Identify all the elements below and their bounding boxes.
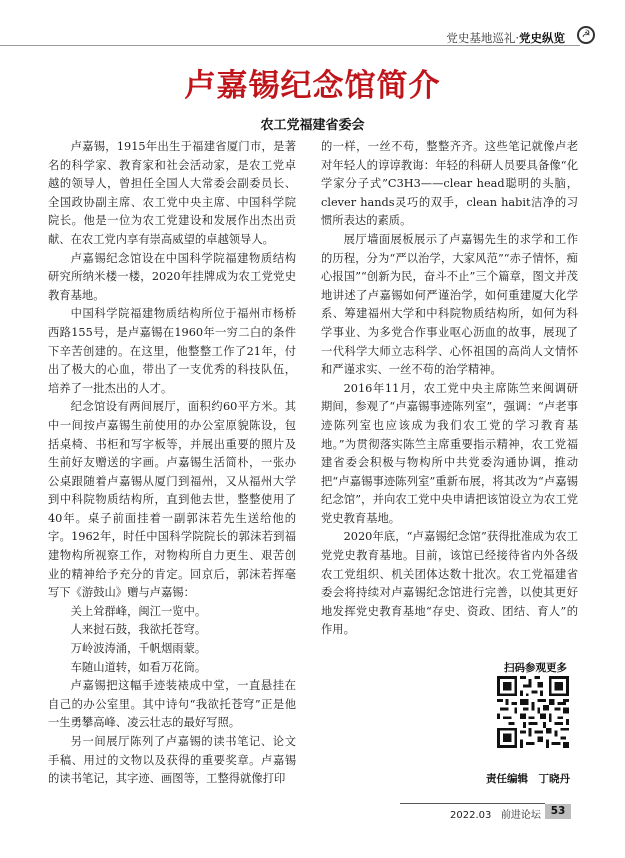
paragraph: 纪念馆设有两间展厅，面积约60平方米。其中一间按卢嘉锡生前使用的办公室原貌陈设，包括桌椅、书柜和写字板等，并展出重要的照片及生前好友赠送的字画。卢嘉锡生活简朴，一张办公桌跟随着卢嘉锡从厦门到福州，又从福州大学到中科院物质结构所，直到他去世，整整使用了40年。桌子前面挂着一副郭沫若先生送给他的字。1962年，时任中国科学院院长的郭沫若到福建物构所视察工作，对物构所自力更生、艰苦创业的精神给予充分的肯定。回京后，郭沫若挥毫写下《游鼓山》赠与卢嘉锡： bbox=[48, 400, 296, 600]
page-number: 53 bbox=[545, 804, 571, 819]
paragraph-continued: 的一样，一丝不苟，整整齐齐。这些笔记就像卢老对年轻人的谆谆教诲：年轻的科研人员要具备像“化学家分子式”C3H3——clear head聪明的头脑，clever hands灵巧的双手，clean habit洁净的习惯所表达的素质。 bbox=[321, 140, 578, 228]
column-name: 党史纵览 bbox=[519, 31, 565, 45]
paragraph: 卢嘉锡把这幅手迹装裱成中堂，一直悬挂在自己的办公室里。其中诗句“我欲托苍穹”正是他一生勇攀高峰、凌云壮志的最好写照。 bbox=[48, 679, 296, 730]
paragraph: 卢嘉锡纪念馆设在中国科学院福建物质结构研究所纳米楼一楼，2020年挂牌成为农工党党史教育基地。 bbox=[48, 251, 296, 302]
qr-label: 扫码参观更多 bbox=[504, 662, 567, 674]
issue-date: 2022.03 bbox=[450, 810, 492, 821]
paragraph: 卢嘉锡，1915年出生于福建省厦门市，是著名的科学家、教育家和社会活动家，是农工党卓越的领导人，曾担任全国人大常委会副委员长、全国政协副主席、农工党中央主席、中国科学院院长。他是一位为农工党建设和发展作出杰出贡献、在农工党内享有崇高威望的卓越领导人。 bbox=[48, 140, 296, 246]
poem-line: 车随山道转，如看万花筒。 bbox=[70, 660, 207, 674]
footer-info bbox=[450, 806, 541, 821]
header-separator: · bbox=[515, 31, 519, 45]
left-column bbox=[48, 138, 296, 789]
party-emblem-icon: ☭ bbox=[577, 26, 595, 44]
section-header bbox=[446, 30, 565, 46]
article-author: 农工党福建省委会 bbox=[260, 118, 365, 133]
editor-credit: 责任编辑 丁晓丹 bbox=[486, 773, 570, 785]
magazine-name: 前进论坛 bbox=[500, 810, 541, 821]
paragraph: 另一间展厅陈列了卢嘉锡的读书笔记、论文手稿、用过的文物以及获得的重要奖章。卢嘉锡的读书笔记，其字迹、画图等，工整得就像打印 bbox=[48, 735, 296, 786]
right-column bbox=[321, 138, 578, 640]
paragraph: 展厅墙面展板展示了卢嘉锡先生的求学和工作的历程，分为“严以治学，大家风范”“赤子情怀，痴心报国”“创新为民，奋斗不止”三个篇章，图文并茂地讲述了卢嘉锡如何严谨治学，如何重建厦大化学系、筹建福州大学和中科院物质结构所，如何为科学事业、为多党合作事业呕心沥血的故事，展现了一代科学大师立志科学、心怀祖国的高尚人文情怀和严谨求实、一丝不苟的治学精神。 bbox=[321, 232, 578, 377]
paragraph: 2016年11月，农工党中央主席陈竺来闽调研期间，参观了“卢嘉锡事迹陈列室”，强调：“卢老事迹陈列室也应该成为我们农工党的学习教育基地。”为贯彻落实陈竺主席重要指示精神，农工党福建省委会积极与物构所中共党委沟通协调，推动把“卢嘉锡事迹陈列室”重新布展，将其改为“卢嘉锡纪念馆”，并向农工党中央申请把该馆设立为农工党党史教育基地。 bbox=[321, 381, 578, 525]
paragraph: 中国科学院福建物质结构所位于福州市杨桥西路155号，是卢嘉锡在1960年一穷二白的条件下辛苦创建的。在这里，他整整工作了21年，付出了极大的心血，带出了一支优秀的科技队伍，培养了一批杰出的人才。 bbox=[48, 307, 296, 395]
poem-line: 关上耸群峰，闽江一览中。 bbox=[70, 604, 207, 618]
article-title: 卢嘉锡纪念馆简介 bbox=[184, 68, 441, 104]
footer-rule bbox=[400, 803, 545, 804]
poem-line: 人来挝石鼓，我欲托苍穹。 bbox=[70, 623, 207, 637]
poem-line: 万岭波涛涌，千帆烟雨蒙。 bbox=[70, 642, 207, 656]
section-name: 党史基地巡礼 bbox=[446, 31, 516, 45]
qr-code-icon[interactable] bbox=[497, 676, 569, 748]
paragraph: 2020年底，“卢嘉锡纪念馆”获得批准成为农工党党史教育基地。目前，该馆已经接待省内外各级农工党组织、机关团体达数十批次。农工党福建省委会将持续对卢嘉锡纪念馆进行完善，以使其更好地发挥党史教育基地“存史、资政、团结、育人”的作用。 bbox=[321, 530, 578, 637]
